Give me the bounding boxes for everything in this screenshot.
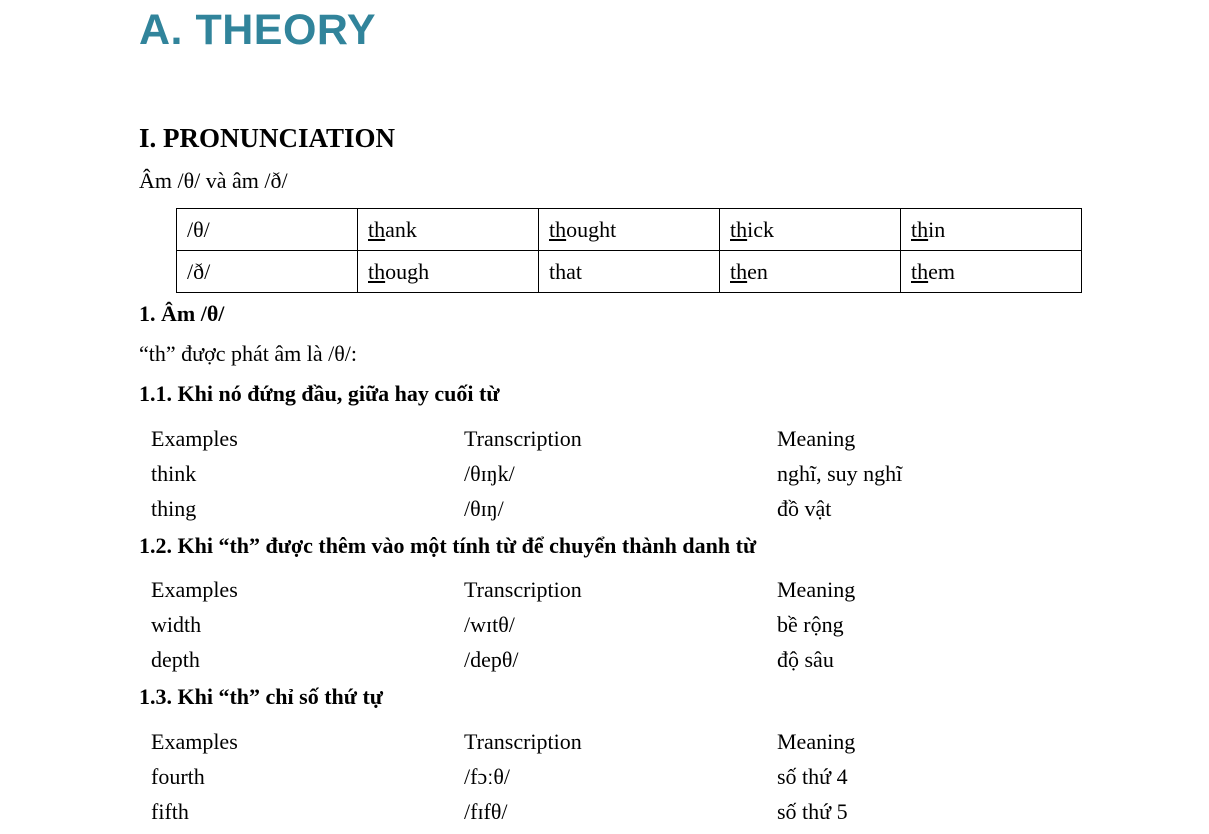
section-intro: Âm /θ/ và âm /ð/ bbox=[139, 168, 288, 193]
header-transcription: Transcription bbox=[464, 577, 582, 602]
transcription: /wɪtθ/ bbox=[464, 612, 515, 637]
word-rest: ough bbox=[385, 258, 430, 284]
meaning: độ sâu bbox=[777, 647, 834, 672]
examples-header-row bbox=[151, 426, 1051, 461]
word-rest: that bbox=[549, 258, 582, 284]
underlined-letters: th bbox=[730, 216, 748, 242]
header-transcription: Transcription bbox=[464, 729, 582, 754]
table-cell-word bbox=[901, 209, 1082, 251]
example-word: fifth bbox=[151, 799, 189, 824]
header-transcription: Transcription bbox=[464, 426, 582, 451]
examples-table bbox=[151, 729, 1051, 834]
examples-table bbox=[151, 577, 1051, 682]
table-cell-word bbox=[720, 251, 901, 293]
word-rest: ank bbox=[385, 216, 417, 242]
table-cell-word bbox=[901, 251, 1082, 293]
example-word: fourth bbox=[151, 764, 205, 789]
transcription: /fɔːθ/ bbox=[464, 764, 510, 789]
section-title: I. PRONUNCIATION bbox=[139, 123, 396, 153]
table-cell-symbol: /θ/ bbox=[177, 209, 358, 251]
meaning: đồ vật bbox=[777, 496, 832, 521]
meaning: bề rộng bbox=[777, 612, 844, 637]
table-cell-word bbox=[358, 251, 539, 293]
header-meaning: Meaning bbox=[777, 426, 856, 451]
underlined-letters: th bbox=[549, 216, 567, 242]
examples-table bbox=[151, 426, 1051, 531]
table-row bbox=[177, 209, 1082, 251]
subsection-title: 1.3. Khi “th” chỉ số thứ tự bbox=[139, 684, 383, 709]
header-meaning: Meaning bbox=[777, 729, 856, 754]
underlined-letters: th bbox=[911, 216, 929, 242]
header-examples: Examples bbox=[151, 426, 238, 451]
part1-title: 1. Âm /θ/ bbox=[139, 301, 225, 326]
word-rest: ought bbox=[566, 216, 617, 242]
word-rest: ick bbox=[747, 216, 775, 242]
table-row bbox=[177, 251, 1082, 293]
main-title: A. THEORY bbox=[139, 6, 377, 54]
sound-comparison-table bbox=[176, 208, 1082, 293]
subsection-title: 1.2. Khi “th” được thêm vào một tính từ để chuyển thành danh từ bbox=[139, 533, 757, 558]
examples-header-row bbox=[151, 577, 1051, 612]
header-examples: Examples bbox=[151, 729, 238, 754]
underlined-letters: th bbox=[730, 258, 748, 284]
word-rest: en bbox=[747, 258, 768, 284]
table-row bbox=[151, 612, 1051, 647]
table-cell-word bbox=[539, 209, 720, 251]
word-rest: in bbox=[928, 216, 946, 242]
word-rest: em bbox=[928, 258, 956, 284]
meaning: số thứ 5 bbox=[777, 799, 848, 824]
example-word: depth bbox=[151, 647, 200, 672]
table-cell-word bbox=[539, 251, 720, 293]
transcription: /depθ/ bbox=[464, 647, 519, 672]
underlined-letters: th bbox=[368, 258, 386, 284]
table-cell-symbol: /ð/ bbox=[177, 251, 358, 293]
meaning: nghĩ, suy nghĩ bbox=[777, 461, 903, 486]
part1-description: “th” được phát âm là /θ/: bbox=[139, 341, 357, 366]
examples-header-row bbox=[151, 729, 1051, 764]
header-meaning: Meaning bbox=[777, 577, 856, 602]
table-cell-word bbox=[720, 209, 901, 251]
table-cell-word bbox=[358, 209, 539, 251]
header-examples: Examples bbox=[151, 577, 238, 602]
example-word: think bbox=[151, 461, 197, 486]
table-row bbox=[151, 799, 1051, 834]
meaning: số thứ 4 bbox=[777, 764, 848, 789]
table-row bbox=[151, 647, 1051, 682]
table-row bbox=[151, 461, 1051, 496]
transcription: /θɪŋ/ bbox=[464, 496, 504, 521]
example-word: thing bbox=[151, 496, 197, 521]
transcription: /θɪŋk/ bbox=[464, 461, 515, 486]
underlined-letters: th bbox=[911, 258, 929, 284]
table-row bbox=[151, 496, 1051, 531]
table-row bbox=[151, 764, 1051, 799]
subsection-title: 1.1. Khi nó đứng đầu, giữa hay cuối từ bbox=[139, 381, 500, 406]
transcription: /fɪfθ/ bbox=[464, 799, 508, 824]
example-word: width bbox=[151, 612, 202, 637]
underlined-letters: th bbox=[368, 216, 386, 242]
